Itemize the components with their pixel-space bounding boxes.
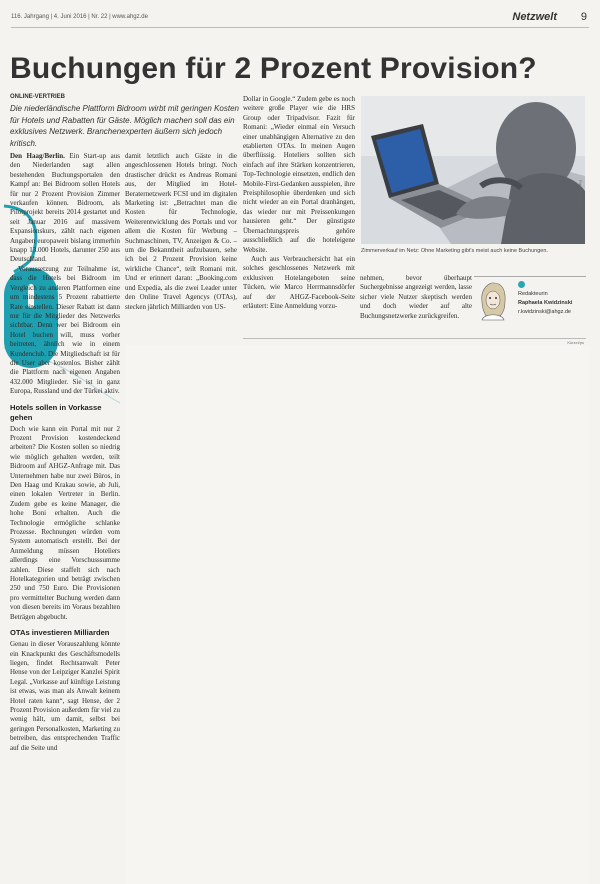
issue-meta: 116. Jahrgang | 4. Juni 2016 | Nr. 22 | www.ahgz.de	[11, 14, 148, 20]
article-end-rule	[243, 338, 586, 339]
laptop-photo-illustration	[361, 96, 585, 244]
editor-box	[474, 276, 586, 322]
editor-info	[518, 281, 572, 317]
blank-page-area	[125, 345, 590, 884]
article-lede: Die niederländische Plattform Bidroom wirbt mit geringen Kosten für Hotels und Rabatten für Gäste. Möglich machen soll das ein exklusives Netzwerk. Branchenexperten äußern sich jedoch kritisch.	[10, 104, 239, 148]
article-headline: Buchungen für 2 Prozent Provision?	[10, 52, 537, 85]
editor-role: Redakteurin	[518, 291, 548, 297]
page-number: 9	[580, 11, 587, 23]
editor-avatar	[476, 280, 510, 320]
paragraph: Voraussetzung zur Teilnahme ist, dass die Hotels bei Bidroom im Vergleich zu anderen Plattformen eine um mindestens 5 Prozent rabattierte Rate einstellen. Dieser Rabatt ist dann nur für die Mitglieder des Netzwerks sichtbar. Denn wer bei Bidroom ein Hotel buchen will, muss vorher beitreten, ähnlich wie in einem Kundenclub. Die Mitgliedschaft ist für die User aber kostenlos. Bisher zählt die Plattform nach eigenen Angaben 432.000 Mitglieder. Sie ist in ganz Europa, Russland und der Türkei aktiv.	[10, 264, 120, 396]
paragraph: Auch aus Verbrauchersicht hat ein solches geschlossenes Netzwerk mit exklusiven Hotelangeboten seine Tücken, wie Marco Herrmannsdörfer auf der AHGZ-Facebook-Seite erläutert: Eine Anmeldung vorzu-	[243, 254, 355, 310]
paragraph: Dollar in Google.“ Zudem gebe es noch weitere große Player wie die HRS Group oder Tripadvisor. Fazit für Romani: „Wieder einmal ein Versuch einer unabhängigen Alternative zu den etablierten OTAs. In meinen Augen überflüssig. Hoteliers sollten sich einfach auf ihre Stärken konzentrieren, Top-Technologie einsetzen, endlich den Mobile-First-Gedanken ausspielen, ihre Preisphilosophie überdenken und sich nicht wieder an ein Portal dranhängen, das wieder nur mit Preissenkungen hausieren geht.“ Der günstigste Übernachtungspreis gehöre ausschließlich auf die hoteleigene Website.	[243, 95, 355, 254]
subheading: OTAs investieren Milliarden	[10, 628, 110, 638]
article-column-4	[360, 274, 472, 346]
paragraph: Genau in dieser Vorauszahlung könnte ein Knackpunkt des Geschäftsmodells liegen, findet Rechtsanwalt Peter Hense von der Leipziger Kanzlei Spirit Legal. „Vorkasse auf künftige Leistung ist etwas, was man als Anwalt keinem Hotel raten kann“, sagt Hense, der 2 Prozent Provision außerdem für viel zu wenig hält, um damit, selbst bei geringen Personalkosten, Marketing zu betreiben, das entsprechenden Traffic auf die Seite und	[10, 640, 120, 752]
dateline: Den Haag/Berlin.	[10, 152, 65, 160]
section-title: Netzwelt	[512, 11, 557, 23]
subheading: Hotels sollen in Vorkasse gehen	[10, 402, 102, 422]
paragraph: Ein Start-up aus den Niederlanden sagt allen bestehenden Buchungsportalen den Kampf an: Bei Bidroom sollen Hotels für nur 2 Prozent Provision Zimmer verkaufen können. Bidroom, als Pilotprojekt bereits 2014 gestartet und seit Januar 2016 auf massivem Expansionskurs, zählt nach eigenen Angaben europaweit bislang immerhin knapp 13.000 Hotels, darunter 250 aus Deutschland.	[10, 152, 120, 264]
paragraph: nehmen, bevor überhaupt Suchergebnisse angezeigt werden, lasse sicher viele Nutzer skeptisch werden und doch wieder auf alte Buchungsnetzwerke zurückgreifen.	[360, 274, 472, 320]
editor-email[interactable]: r.kwidzinski@ahgz.de	[518, 309, 571, 315]
author-shortcode: Kürzel/ps	[567, 340, 584, 345]
article-photo	[361, 96, 585, 244]
photo-credit: Foto: Colourbox.de	[578, 179, 583, 214]
editor-name: Raphaela Kwidzinski	[518, 300, 573, 306]
paragraph: Doch wie kann ein Portal mit nur 2 Prozent Provision kostendeckend arbeiten? Die Kosten sollen so niedrig wie möglich gehalten werden, teilt Bidroom auf AHGZ-Anfrage mit. Das Unternehmen habe nur zwei Büros, in Den Haag und Krakau sowie, ab Juli, einen lokalen Vertreter in Berlin. Zudem gebe es keine Manager, die hohe Boni erhalten. Auch die Technologie ermögliche schlanke Prozesse. Rechnungen würden vom System automatisch erstellt. Bei der Anmeldung müssen Hoteliers allerdings eine Vorschusssumme zahlen. Diese staffelt sich nach Hotelkategorien und beträgt zwischen 250 und 750 Euro. Die Provisionen pro vermittelter Buchung werden dann von diesen bereits im Voraus bezahlten Beträgen abgebucht.	[10, 424, 120, 621]
photo-caption: Zimmerverkauf im Netz: Ohne Marketing gibt's meist auch keine Buchungen.	[361, 248, 548, 254]
info-badge-icon	[518, 281, 525, 288]
article-column-2	[125, 152, 237, 311]
paragraph: damit letztlich auch Gäste in die angeschlossenen Hotels bringt. Noch drastischer drückt es Andreas Romani aus, der Mitglied im Hotel-Beraternetzwerk FCSI und im digitalen Marketing ist: „Betrachtet man die Kosten für Technologie, Weiterentwicklung des Portals und vor allem die Kosten für Werbung – Suchmaschinen, TV, Anzeigen & Co. – um die Bekanntheit aufzubauen, sehe ich bei 2 Prozent Provision keine wirkliche Chance“, teilt Romani mit. Und er erinnert daran: „Booking.com und Expedia, als die zwei Leader unter den Online Travel Agencys (OTAs), stecken jährlich Milliarden von US-	[125, 152, 237, 311]
article-column-3	[243, 95, 355, 323]
article-kicker: ONLINE-VERTRIEB	[10, 94, 66, 100]
page-header	[11, 10, 589, 28]
article-column-1	[10, 152, 120, 880]
